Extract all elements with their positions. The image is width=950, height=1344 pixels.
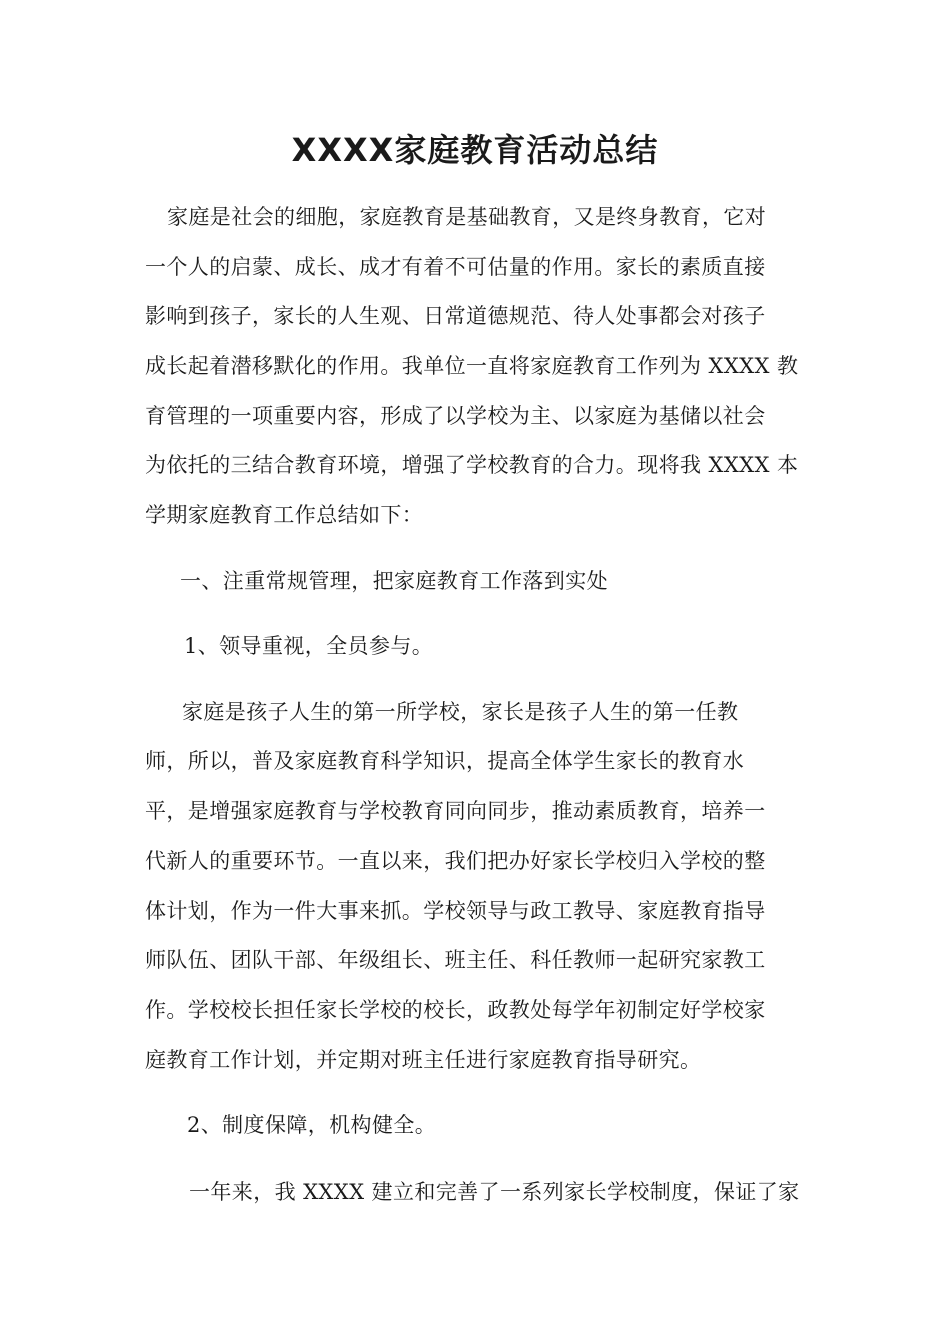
paragraph-line: 影响到孩子，家长的人生观、日常道德规范、待人处事都会对孩子	[145, 304, 766, 328]
subsection-heading: 1、领导重视，全员参与。	[184, 634, 434, 658]
paragraph-line: 师，所以，普及家庭教育科学知识，提高全体学生家长的教育水	[145, 749, 745, 773]
paragraph-line: 学期家庭教育工作总结如下：	[145, 503, 424, 527]
paragraph-line: 成长起着潜移默化的作用。我单位一直将家庭教育工作列为 XXXX 教	[145, 354, 799, 378]
paragraph-line: 育管理的一项重要内容，形成了以学校为主、以家庭为基储以社会	[145, 404, 766, 428]
paragraph-line: 一年来，我 XXXX 建立和完善了一系列家长学校制度，保证了家	[189, 1180, 800, 1204]
paragraph-line: 一个人的启蒙、成长、成才有着不可估量的作用。家长的素质直接	[145, 255, 766, 279]
paragraph-line: 代新人的重要环节。一直以来，我们把办好家长学校归入学校的整	[145, 849, 766, 873]
paragraph-line: 家庭是社会的细胞，家庭教育是基础教育，又是终身教育，它对	[167, 205, 767, 229]
paragraph-line: 作。学校校长担任家长学校的校长，政教处每学年初制定好学校家	[145, 998, 766, 1022]
paragraph-line: 庭教育工作计划，并定期对班主任进行家庭教育指导研究。	[145, 1048, 702, 1072]
paragraph-line: 师队伍、团队干部、年级组长、班主任、科任教师一起研究家教工	[145, 948, 766, 972]
document-title: XXXX家庭教育活动总结	[291, 131, 659, 169]
paragraph-line: 平，是增强家庭教育与学校教育同向同步，推动素质教育，培养一	[145, 799, 766, 823]
subsection-heading: 2、制度保障，机构健全。	[187, 1113, 437, 1137]
paragraph-line: 家庭是孩子人生的第一所学校，家长是孩子人生的第一任教	[182, 700, 739, 724]
paragraph-line: 为依托的三结合教育环境，增强了学校教育的合力。现将我 XXXX 本	[145, 453, 799, 477]
section-heading: 一、注重常规管理，把家庭教育工作落到实处	[180, 569, 608, 593]
paragraph-line: 体计划，作为一件大事来抓。学校领导与政工教导、家庭教育指导	[145, 899, 766, 923]
